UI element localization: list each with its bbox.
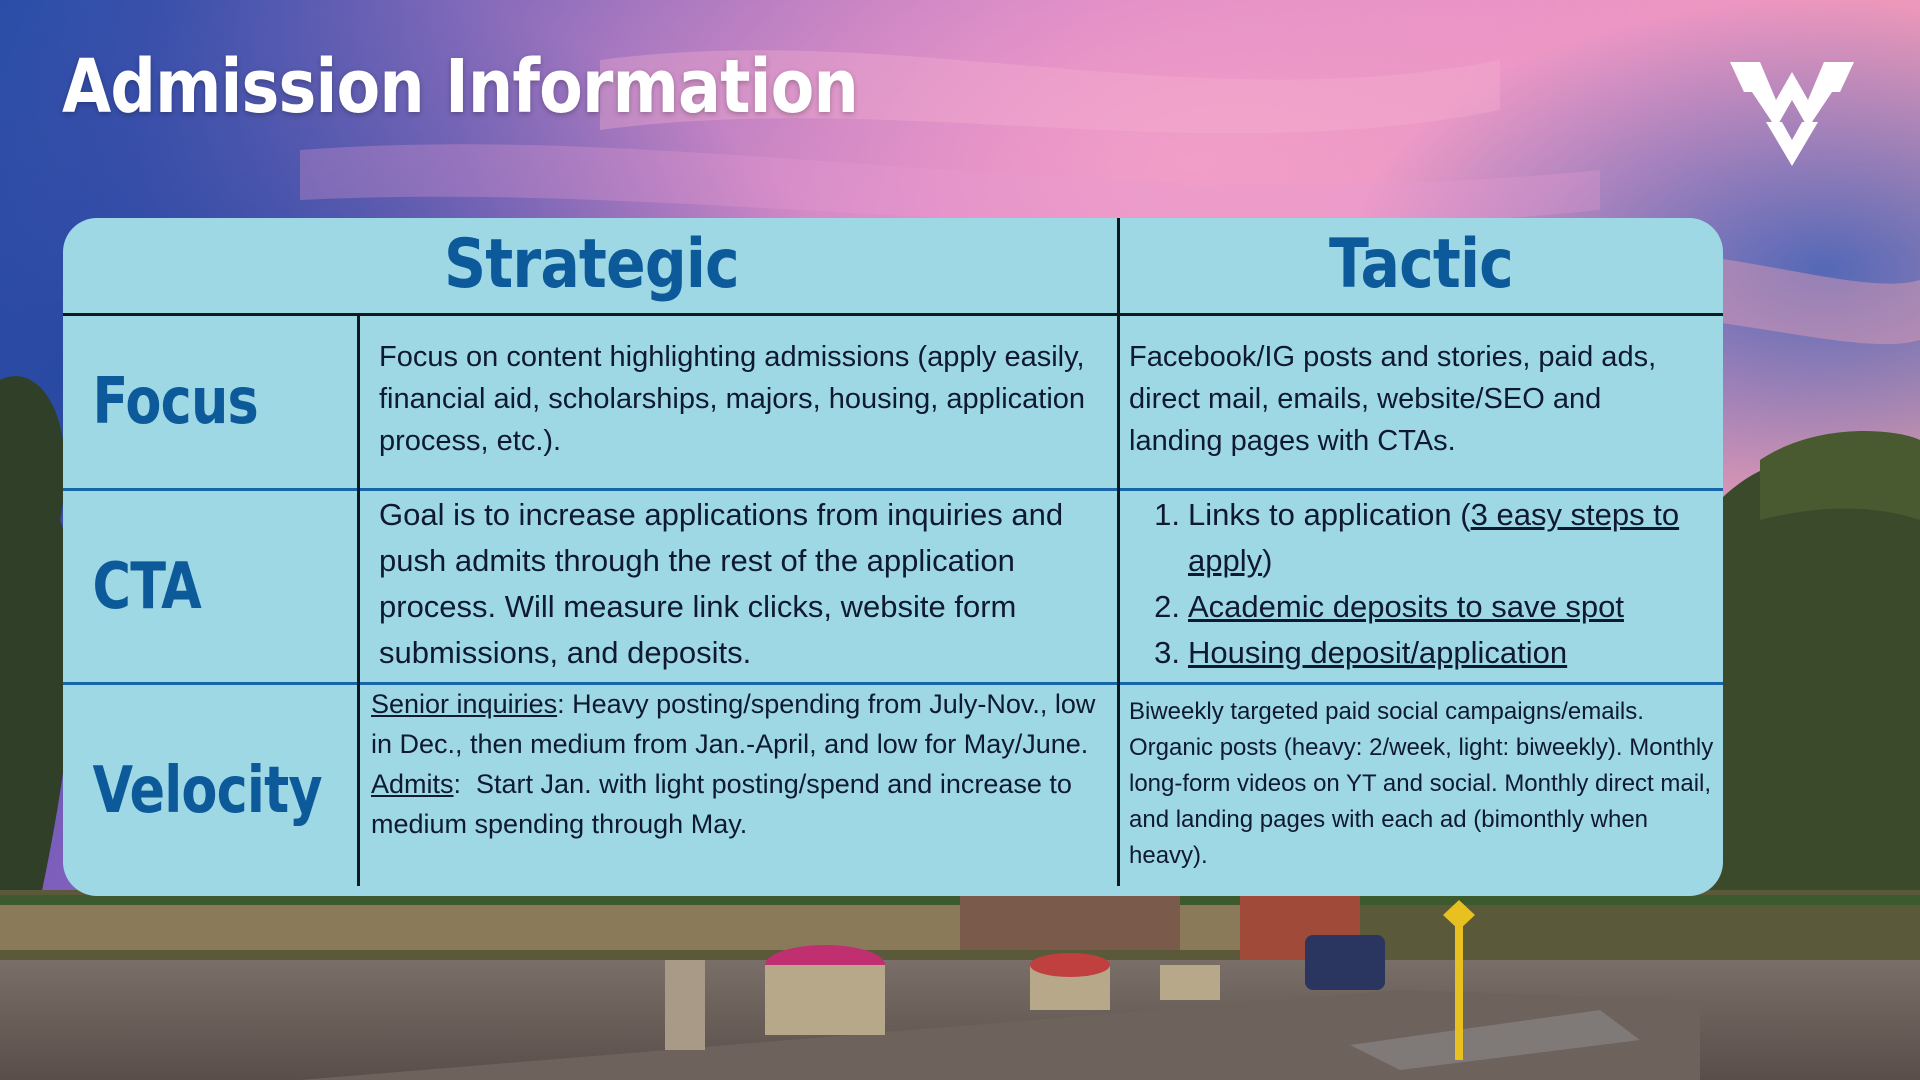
column-header-tactic-label: Tactic: [1329, 224, 1513, 304]
list-item-text: [1188, 584, 1624, 630]
column-header-tactic: [1119, 218, 1723, 310]
list-item: [1148, 630, 1708, 676]
column-header-strategic-label: Strategic: [443, 224, 739, 304]
cta-strategic-text: Goal is to increase applications from inquiries and push admits through the rest of the application process. Will measure link clicks, website form submissions, and deposits.: [379, 497, 1064, 670]
velocity-tactic-text: Biweekly targeted paid social campaigns/emails. Organic posts (heavy: 2/week, light: biweekly). Monthly long-form videos on YT and social. Monthly direct mail, and landing pages with each ad (bimonthly when heavy).: [1129, 698, 1714, 869]
column-divider: [1117, 218, 1120, 886]
row-header-velocity: [63, 685, 357, 896]
row-header-cta: [63, 491, 357, 682]
focus-strategic-cell: [379, 336, 1099, 462]
list-item: [1148, 492, 1708, 584]
page-title: Admission Information: [62, 44, 858, 130]
housing-deposit-link[interactable]: Housing deposit/application: [1188, 635, 1568, 670]
list-item-suffix: ): [1262, 543, 1273, 578]
focus-strategic-text: Focus on content highlighting admissions (apply easily, financial aid, scholarships, majors, housing, application process, etc.).: [379, 341, 1086, 457]
focus-tactic-text: Facebook/IG posts and stories, paid ads, direct mail, emails, website/SEO and landing pages with CTAs.: [1129, 341, 1657, 457]
list-number: 1.: [1154, 497, 1180, 532]
academic-deposits-link[interactable]: Academic deposits to save spot: [1188, 589, 1624, 624]
list-item-text: [1188, 630, 1567, 676]
cta-tactic-cell: [1148, 492, 1708, 676]
row-header-velocity-label: Velocity: [92, 753, 322, 828]
velocity-tactic-cell: [1129, 694, 1719, 874]
senior-inquiries-link[interactable]: Senior inquiries: [371, 689, 558, 719]
cta-tactic-list: [1148, 492, 1708, 676]
row-header-focus-label: Focus: [92, 365, 258, 439]
column-header-strategic: [63, 218, 1119, 310]
wv-flying-wv-logo-icon: [1730, 52, 1854, 168]
list-item: [1148, 584, 1708, 630]
velocity-senior-inquiries: [371, 684, 1111, 764]
row-header-divider: [357, 316, 360, 886]
list-number: 3.: [1154, 635, 1180, 670]
focus-tactic-cell: [1129, 336, 1689, 462]
admits-link[interactable]: Admits: [371, 769, 454, 799]
list-item-prefix: Links to application (: [1188, 497, 1471, 532]
admits-text: : Start Jan. with light posting/spend and increase to medium spending through May.: [371, 769, 1080, 839]
cta-strategic-cell: [379, 492, 1109, 676]
strategy-table: [63, 218, 1723, 896]
list-number: 2.: [1154, 589, 1180, 624]
row-header-focus: [63, 316, 357, 488]
list-item-text: [1188, 492, 1708, 584]
senior-inquiries-text: : Heavy posting/spending from July-Nov., low in Dec., then medium from Jan.-April, and low for May/June.: [371, 689, 1096, 759]
velocity-strategic-cell: [371, 684, 1111, 844]
row-header-cta-label: CTA: [92, 549, 201, 624]
velocity-admits: [371, 764, 1111, 844]
apply-steps-link[interactable]: 3 easy steps to apply: [1188, 497, 1680, 578]
